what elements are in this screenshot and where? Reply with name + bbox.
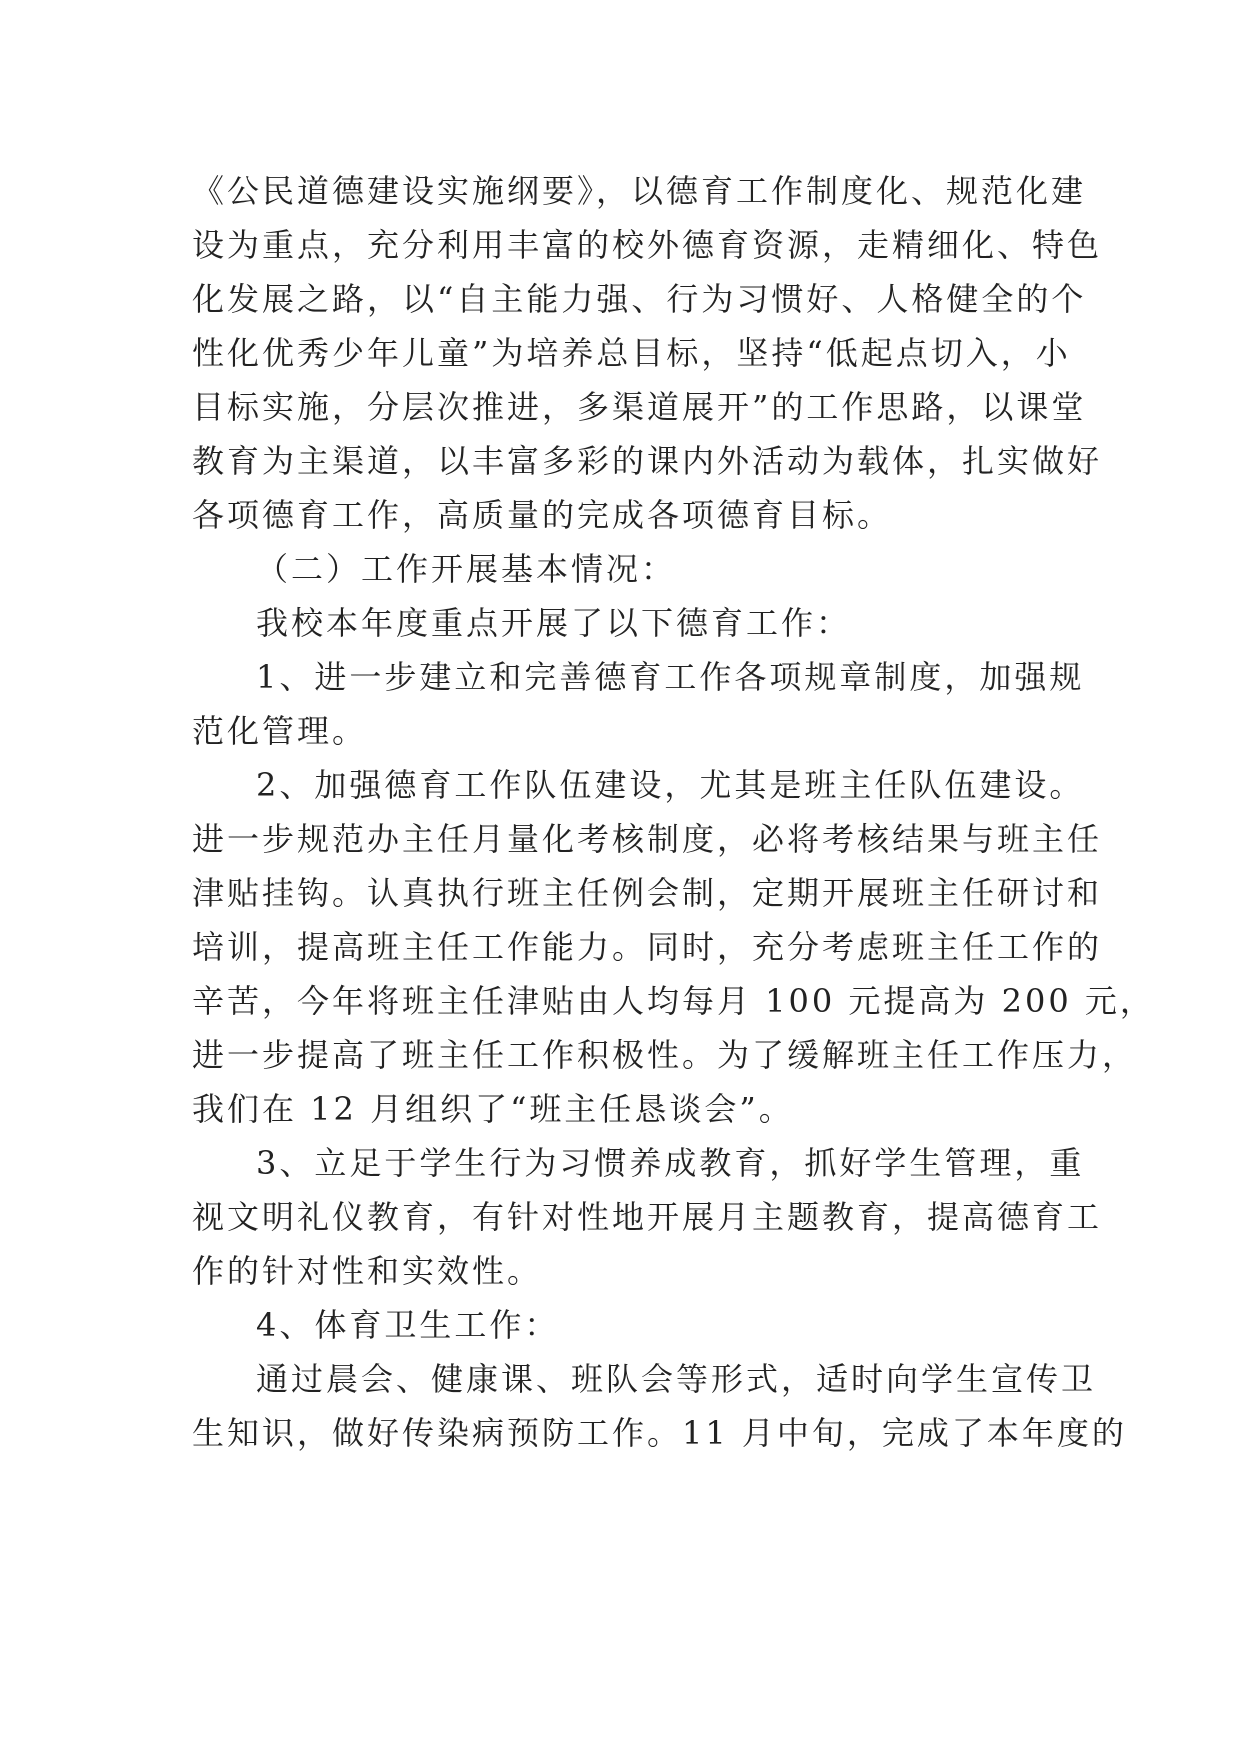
text-line: 进一步规范办主任月量化考核制度，必将考核结果与班主任 [192, 820, 1103, 858]
text-line: 《公民道德建设实施纲要》，以德育工作制度化、规范化建 [192, 172, 1087, 210]
text-line: 进一步提高了班主任工作积极性。为了缓解班主任工作压力， [192, 1036, 1138, 1074]
text-line: 目标实施，分层次推进，多渠道展开”的工作思路，以课堂 [192, 388, 1087, 426]
text-line: 作的针对性和实效性。 [192, 1252, 543, 1290]
text-line: 1、进一步建立和完善德育工作各项规章制度，加强规 [256, 658, 1085, 696]
text-line: 我校本年度重点开展了以下德育工作： [256, 604, 852, 642]
text-line: 设为重点，充分利用丰富的校外德育资源，走精细化、特色 [192, 226, 1103, 264]
document-body [192, 164, 1155, 1460]
text-line: 化发展之路，以“自主能力强、行为习惯好、人格健全的个 [192, 280, 1087, 318]
text-line: 视文明礼仪教育，有针对性地开展月主题教育，提高德育工 [192, 1198, 1103, 1236]
text-line: （二）工作开展基本情况： [256, 550, 677, 588]
text-line: 辛苦，今年将班主任津贴由人均每月 100 元提高为 200 元， [192, 982, 1155, 1020]
text-line: 培训，提高班主任工作能力。同时，充分考虑班主任工作的 [192, 928, 1103, 966]
text-line: 教育为主渠道，以丰富多彩的课内外活动为载体，扎实做好 [192, 442, 1103, 480]
text-line: 3、立足于学生行为习惯养成教育，抓好学生管理，重 [256, 1144, 1085, 1182]
text-line: 我们在 12 月组织了“班主任恳谈会”。 [192, 1090, 794, 1128]
text-line: 生知识，做好传染病预防工作。11 月中旬，完成了本年度的 [192, 1414, 1127, 1452]
text-line: 范化管理。 [192, 712, 368, 750]
text-line: 通过晨会、健康课、班队会等形式，适时向学生宣传卫 [256, 1360, 1097, 1398]
text-line: 各项德育工作，高质量的完成各项德育目标。 [192, 496, 893, 534]
text-line: 津贴挂钩。认真执行班主任例会制，定期开展班主任研讨和 [192, 874, 1103, 912]
text-line: 2、加强德育工作队伍建设，尤其是班主任队伍建设。 [256, 766, 1085, 804]
text-line: 4、体育卫生工作： [256, 1306, 560, 1344]
text-line: 性化优秀少年儿童”为培养总目标，坚持“低起点切入，小 [192, 334, 1071, 372]
